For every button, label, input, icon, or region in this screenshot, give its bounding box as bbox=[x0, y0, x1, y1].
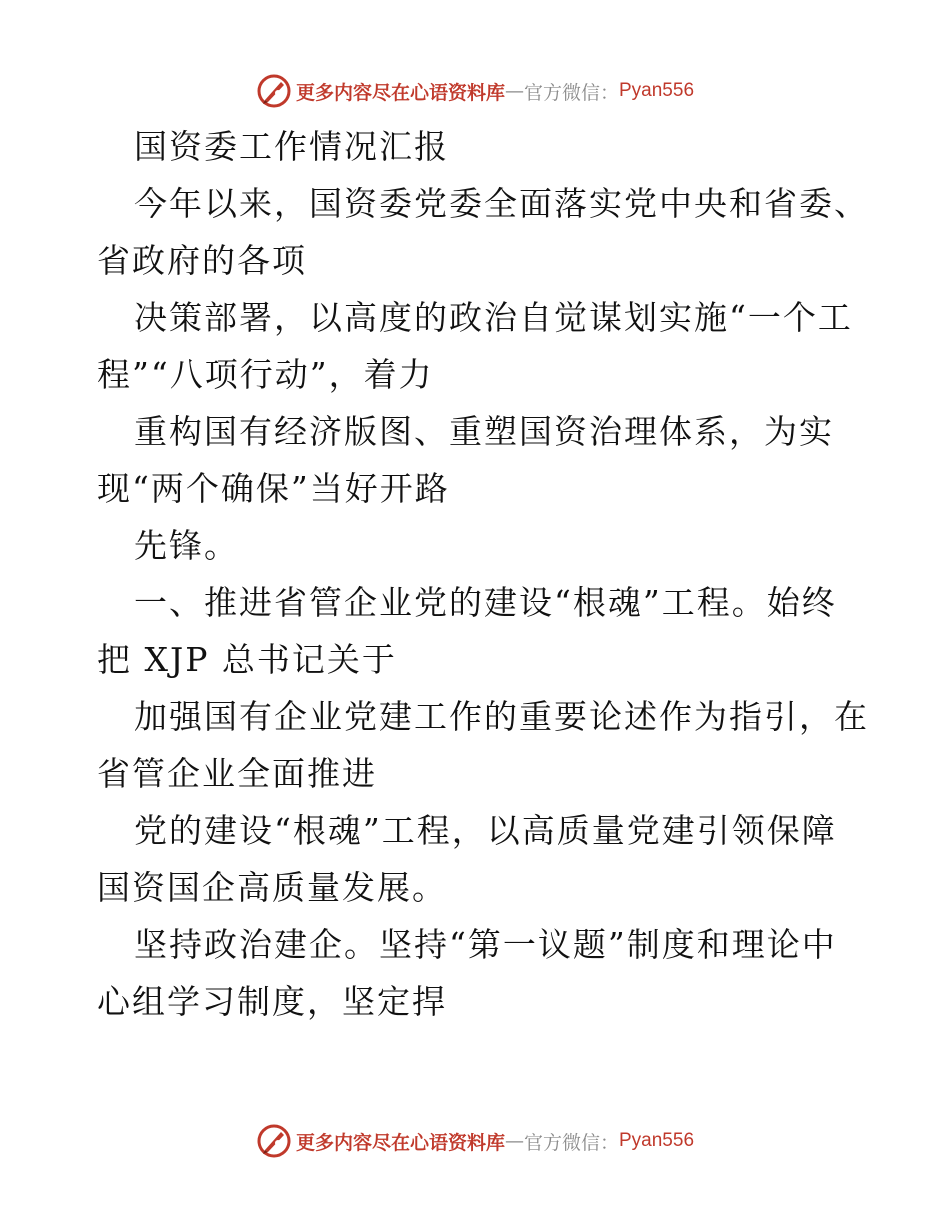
document-line: 决策部署，以高度的政治自觉谋划实施“一个工 bbox=[134, 298, 853, 337]
document-line: 把 XJP 总书记关于 bbox=[97, 640, 397, 679]
document-line: 党的建设“根魂”工程，以高质量党建引领保障 bbox=[134, 811, 837, 850]
document-line: 重构国有经济版图、重塑国资治理体系，为实 bbox=[134, 412, 834, 451]
document-line: 省管企业全面推进 bbox=[97, 754, 377, 793]
document-line: 今年以来，国资委党委全面落实党中央和省委、 bbox=[134, 184, 869, 223]
document-line: 国资国企高质量发展。 bbox=[97, 868, 447, 907]
watermark-site-text: 更多内容尽在心语资料库 bbox=[295, 81, 505, 104]
document-line: 国资委工作情况汇报 bbox=[134, 127, 449, 166]
document-line: 心组学习制度，坚定捍 bbox=[97, 982, 447, 1021]
quill-pen-logo-icon bbox=[256, 73, 292, 109]
footer-watermark bbox=[0, 1121, 950, 1161]
document-body bbox=[97, 118, 869, 1030]
document-line: 坚持政治建企。坚持“第一议题”制度和理论中 bbox=[134, 925, 837, 964]
header-watermark bbox=[0, 71, 950, 111]
watermark-wechat-label: 官方微信： bbox=[523, 81, 619, 104]
watermark-wechat-label: 官方微信： bbox=[523, 1131, 619, 1154]
watermark-separator: — bbox=[504, 1130, 524, 1152]
watermark-wechat-id: Pyan556 bbox=[619, 80, 695, 101]
document-line: 省政府的各项 bbox=[97, 241, 307, 280]
document-line: 加强国有企业党建工作的重要论述作为指引，在 bbox=[134, 697, 869, 736]
quill-pen-logo-icon bbox=[256, 1123, 292, 1159]
document-line: 先锋。 bbox=[134, 526, 239, 565]
document-line: 程”“八项行动”，着力 bbox=[97, 355, 434, 394]
watermark-separator: — bbox=[504, 80, 524, 102]
watermark-wechat-id: Pyan556 bbox=[619, 1130, 695, 1151]
document-line: 现“两个确保”当好开路 bbox=[97, 469, 450, 508]
document-line: 一、推进省管企业党的建设“根魂”工程。始终 bbox=[134, 583, 837, 622]
watermark-site-text: 更多内容尽在心语资料库 bbox=[295, 1131, 505, 1154]
